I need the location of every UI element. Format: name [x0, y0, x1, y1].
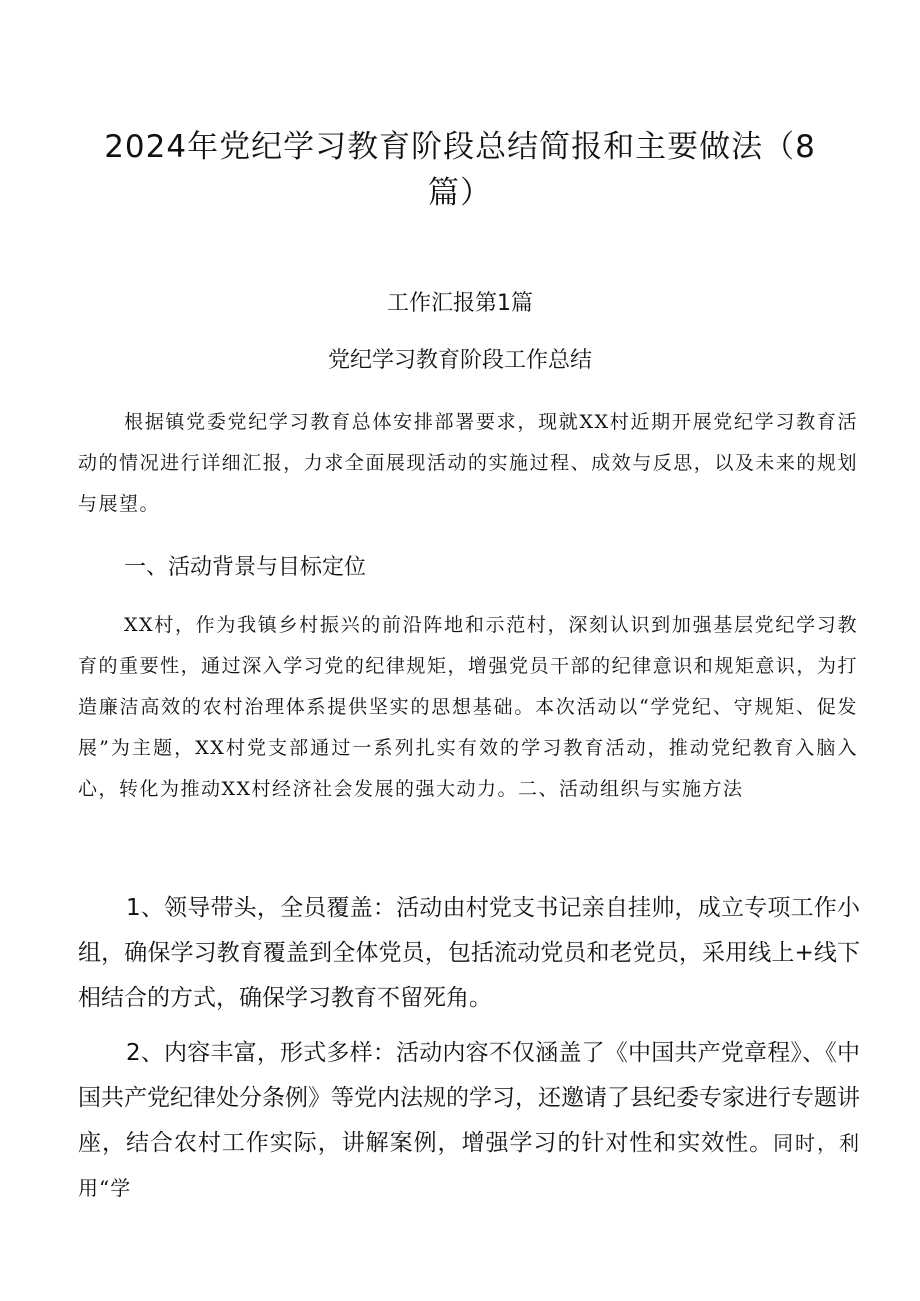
- background-paragraph: XX村，作为我镇乡村振兴的前沿阵地和示范村，深刻认识到加强基层党纪学习教育的重要性，通过深入学习党的纪律规矩，增强党员干部的纪律意识和规矩意识，为打造廉洁高效的农村治理体系提供坚实的思想基础。本次活动以“学党纪、守规矩、促发展”为主题，XX村党支部通过一系列扎实有效的学习教育活动，推动党纪教育入脑入心，转化为推动XX村经济社会发展的强大动力。二、活动组织与实施方法: [78, 614, 858, 800]
- section-heading-1: 一、活动背景与目标定位: [124, 555, 367, 580]
- list-item-2-tail: 同时，利用“学: [78, 1131, 860, 1200]
- list-item-2: [78, 1031, 860, 1211]
- section-label: 工作汇报第1篇: [387, 291, 533, 316]
- list-item-1: 1、领导带头，全员覆盖：活动由村党支书记亲自挂帅，成立专项工作小组，确保学习教育覆盖到全体党员，包括流动党员和老党员，采用线上+线下相结合的方式，确保学习教育不留死角。: [78, 895, 860, 1011]
- intro-paragraph: 根据镇党委党纪学习教育总体安排部署要求，现就XX村近期开展党纪学习教育活动的情况进行详细汇报，力求全面展现活动的实施过程、成效与反思，以及未来的规划与展望。: [78, 411, 858, 515]
- article-title: 党纪学习教育阶段工作总结: [327, 348, 592, 373]
- list-item-2-main: 2、内容丰富，形式多样：活动内容不仅涵盖了《中国共产党章程》、《中国共产党纪律处分条例》等党内法规的学习，还邀请了县纪委专家进行专题讲座，结合农村工作实际，讲解案例，增强学习的针对性和实效性。: [78, 1040, 860, 1156]
- document-title: 2024年党纪学习教育阶段总结简报和主要做法（8篇）: [104, 129, 816, 211]
